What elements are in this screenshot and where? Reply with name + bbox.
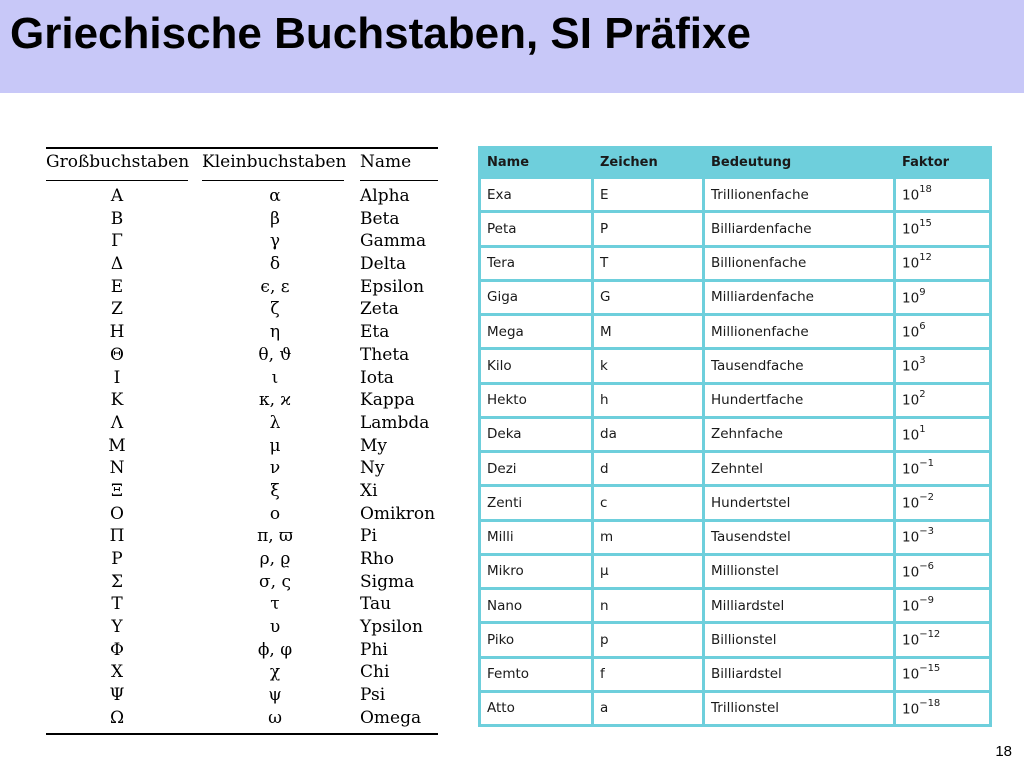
si-symbol: k (594, 350, 702, 381)
si-name: Mega (481, 316, 591, 347)
greek-name: Chi (360, 662, 390, 683)
si-name: Kilo (481, 350, 591, 381)
si-factor-base: 10 (902, 324, 920, 341)
si-factor-exponent: 15 (919, 218, 932, 230)
header-lowercase: Kleinbuchstaben (202, 152, 347, 172)
greek-row (46, 525, 438, 548)
si-factor-base: 10 (902, 461, 920, 478)
greek-row (46, 412, 438, 435)
si-row (481, 487, 989, 518)
greek-row (46, 503, 438, 526)
si-factor-exponent: −3 (919, 526, 934, 538)
greek-lowercase: γ (269, 231, 281, 252)
greek-lowercase: ι (271, 367, 279, 388)
si-factor-exponent: 9 (919, 286, 926, 298)
si-factor (896, 590, 989, 621)
greek-lowercase: ν (269, 458, 281, 479)
greek-uppercase: Ψ (109, 685, 125, 706)
greek-name: Zeta (360, 299, 399, 320)
greek-lowercase: ϵ, ε (260, 276, 290, 297)
si-name: Mikro (481, 556, 591, 587)
si-row (481, 556, 989, 587)
greek-uppercase: Ο (110, 503, 124, 524)
si-symbol: n (594, 590, 702, 621)
si-header-factor: Faktor (896, 149, 989, 176)
header-name: Name (360, 152, 412, 172)
si-symbol: f (594, 659, 702, 690)
table-bottom-rule (46, 733, 438, 735)
greek-name: Epsilon (360, 276, 425, 297)
greek-uppercase: Σ (110, 571, 124, 592)
si-factor-exponent: −6 (919, 560, 934, 572)
si-factor-exponent: −1 (919, 457, 934, 469)
greek-row (46, 185, 438, 208)
greek-name: Lambda (360, 412, 430, 433)
greek-lowercase: σ, ς (259, 571, 291, 592)
greek-name: Beta (360, 208, 400, 229)
si-factor (896, 659, 989, 690)
slide-title: Griechische Buchstaben, SI Präfixe (10, 9, 751, 58)
greek-lowercase: μ (269, 435, 281, 456)
si-factor-exponent: 1 (919, 423, 926, 435)
si-name: Hekto (481, 385, 591, 416)
si-symbol: E (594, 179, 702, 210)
greek-uppercase: Ν (109, 458, 125, 479)
si-factor-base: 10 (902, 427, 920, 444)
si-factor-exponent: −15 (919, 663, 941, 675)
greek-name: Omikron (360, 503, 436, 524)
si-factor-exponent: 3 (919, 355, 926, 367)
greek-lowercase: η (269, 322, 281, 343)
si-meaning: Hundertfache (705, 385, 893, 416)
greek-uppercase: Δ (110, 254, 124, 275)
si-header-row (481, 149, 989, 176)
si-meaning: Milliardenfache (705, 282, 893, 313)
si-row (481, 419, 989, 450)
greek-name: Delta (360, 254, 407, 275)
greek-uppercase: Η (109, 322, 125, 343)
greek-name: Xi (360, 480, 378, 501)
greek-uppercase: Ρ (111, 549, 123, 569)
greek-row (46, 321, 438, 344)
greek-row (46, 548, 438, 571)
si-meaning: Tausendstel (705, 522, 893, 553)
greek-lowercase: κ, ϰ (258, 390, 292, 411)
si-factor-base: 10 (902, 529, 920, 546)
greek-uppercase: Π (109, 526, 125, 547)
si-header-meaning: Bedeutung (705, 149, 893, 176)
si-factor (896, 453, 989, 484)
greek-uppercase: Λ (110, 412, 124, 433)
si-factor-base: 10 (902, 701, 920, 718)
si-name: Peta (481, 213, 591, 244)
greek-name: Ypsilon (360, 617, 423, 638)
greek-row (46, 208, 438, 231)
si-header-name: Name (481, 149, 591, 176)
greek-lowercase: β (270, 208, 280, 229)
greek-row (46, 616, 438, 639)
si-factor (896, 522, 989, 553)
si-factor-exponent: 18 (919, 183, 932, 195)
greek-uppercase: Ω (109, 707, 125, 728)
greek-uppercase: Α (110, 186, 124, 206)
si-symbol: d (594, 453, 702, 484)
si-name: Deka (481, 419, 591, 450)
greek-uppercase: Γ (111, 231, 123, 252)
si-meaning: Zehnfache (705, 419, 893, 450)
si-factor-exponent: 2 (919, 389, 926, 401)
si-factor (896, 693, 989, 724)
greek-row (46, 639, 438, 662)
si-prefix-table (478, 146, 992, 727)
greek-uppercase: Θ (110, 344, 124, 365)
greek-uppercase: Ε (110, 276, 124, 297)
si-factor (896, 487, 989, 518)
greek-lowercase: ο (269, 503, 281, 524)
greek-name: Phi (360, 639, 388, 660)
greek-row (46, 367, 438, 390)
si-name: Nano (481, 590, 591, 621)
si-row (481, 213, 989, 244)
si-factor (896, 316, 989, 347)
si-meaning: Zehntel (705, 453, 893, 484)
si-factor (896, 282, 989, 313)
si-meaning: Trillionenfache (705, 179, 893, 210)
si-row (481, 179, 989, 210)
si-factor (896, 350, 989, 381)
greek-name: Ny (360, 458, 385, 479)
greek-name: Rho (360, 549, 394, 569)
si-factor (896, 419, 989, 450)
greek-name: Theta (360, 344, 410, 365)
si-meaning: Billiardenfache (705, 213, 893, 244)
greek-lowercase: υ (269, 617, 281, 638)
si-meaning: Hundertstel (705, 487, 893, 518)
greek-uppercase: Κ (110, 390, 124, 411)
greek-uppercase: Φ (110, 639, 124, 660)
greek-row (46, 435, 438, 458)
si-name: Exa (481, 179, 591, 210)
greek-name: Kappa (360, 390, 415, 411)
greek-uppercase: Τ (111, 594, 123, 615)
si-factor-base: 10 (902, 632, 920, 649)
si-factor-base: 10 (902, 187, 920, 204)
greek-lowercase: ω (268, 707, 282, 728)
si-name: Atto (481, 693, 591, 724)
greek-name: My (360, 435, 388, 456)
greek-row (46, 253, 438, 276)
si-meaning: Millionstel (705, 556, 893, 587)
greek-lowercase: τ (270, 594, 280, 615)
greek-uppercase: Μ (108, 435, 126, 456)
greek-uppercase: Ι (113, 367, 121, 388)
si-factor-base: 10 (902, 358, 920, 375)
si-row (481, 248, 989, 279)
si-name: Dezi (481, 453, 591, 484)
si-row (481, 693, 989, 724)
si-meaning: Billionstel (705, 624, 893, 655)
si-symbol: a (594, 693, 702, 724)
greek-lowercase: ρ, ϱ (259, 549, 291, 569)
greek-lowercase: λ (269, 412, 281, 433)
greek-rows (46, 185, 438, 730)
si-row (481, 522, 989, 553)
si-symbol: m (594, 522, 702, 553)
si-name: Piko (481, 624, 591, 655)
si-factor-base: 10 (902, 221, 920, 238)
si-factor-exponent: 6 (919, 320, 926, 332)
si-meaning: Tausendfache (705, 350, 893, 381)
greek-lowercase: ϕ, φ (257, 639, 293, 660)
si-meaning: Trillionstel (705, 693, 893, 724)
header-uppercase: Großbuchstaben (46, 152, 190, 172)
si-factor (896, 179, 989, 210)
si-factor (896, 624, 989, 655)
si-row (481, 350, 989, 381)
si-factor-base: 10 (902, 666, 920, 683)
greek-row (46, 389, 438, 412)
si-factor-exponent: 12 (919, 252, 932, 264)
greek-lowercase: δ (269, 254, 281, 275)
si-row (481, 590, 989, 621)
greek-lowercase: ζ (270, 299, 280, 320)
greek-row (46, 457, 438, 480)
si-header-symbol: Zeichen (594, 149, 702, 176)
greek-name: Alpha (360, 186, 410, 206)
si-symbol: h (594, 385, 702, 416)
si-symbol: P (594, 213, 702, 244)
si-factor-base: 10 (902, 255, 920, 272)
si-factor-base: 10 (902, 290, 920, 307)
greek-row (46, 593, 438, 616)
si-factor (896, 213, 989, 244)
greek-name: Iota (360, 367, 394, 388)
si-name: Giga (481, 282, 591, 313)
si-name: Tera (481, 248, 591, 279)
title-bar (0, 0, 1024, 93)
greek-lowercase: θ, ϑ (258, 344, 292, 365)
greek-name: Psi (360, 685, 386, 706)
table-top-rule (46, 147, 438, 149)
greek-name: Omega (360, 707, 422, 728)
greek-row (46, 571, 438, 594)
greek-lowercase: α (269, 186, 281, 206)
si-row (481, 453, 989, 484)
greek-uppercase: Υ (111, 617, 123, 638)
greek-lowercase: ψ (268, 685, 282, 706)
si-meaning: Billionenfache (705, 248, 893, 279)
si-name: Femto (481, 659, 591, 690)
si-row (481, 385, 989, 416)
si-factor-base: 10 (902, 495, 920, 512)
greek-name: Pi (360, 526, 377, 547)
greek-uppercase: Ζ (111, 299, 123, 320)
header-rule-lowercase (202, 180, 344, 181)
si-factor-exponent: −18 (919, 697, 941, 709)
greek-lowercase: ξ (270, 480, 280, 501)
si-row (481, 316, 989, 347)
greek-row (46, 230, 438, 253)
header-rule-name (360, 180, 438, 181)
si-row (481, 282, 989, 313)
greek-name: Gamma (360, 231, 427, 252)
si-row (481, 624, 989, 655)
si-factor (896, 248, 989, 279)
si-meaning: Millionenfache (705, 316, 893, 347)
si-symbol: M (594, 316, 702, 347)
si-factor (896, 556, 989, 587)
si-rows (481, 179, 989, 724)
greek-uppercase: Β (110, 208, 124, 229)
si-factor-exponent: −12 (919, 629, 941, 641)
si-symbol: p (594, 624, 702, 655)
si-factor-exponent: −2 (919, 492, 934, 504)
si-factor-base: 10 (902, 598, 920, 615)
header-rule-uppercase (46, 180, 188, 181)
si-row (481, 659, 989, 690)
si-meaning: Billiardstel (705, 659, 893, 690)
greek-row (46, 344, 438, 367)
greek-lowercase: χ (269, 662, 281, 683)
greek-row (46, 684, 438, 707)
si-factor-base: 10 (902, 392, 920, 409)
si-symbol: μ (594, 556, 702, 587)
greek-uppercase: Χ (110, 662, 124, 683)
greek-name: Tau (360, 594, 392, 615)
si-name: Zenti (481, 487, 591, 518)
si-symbol: c (594, 487, 702, 518)
page-number: 18 (995, 743, 1012, 760)
si-meaning: Milliardstel (705, 590, 893, 621)
greek-row (46, 661, 438, 684)
si-factor-exponent: −9 (919, 594, 934, 606)
greek-lowercase: π, ϖ (257, 526, 293, 547)
si-symbol: G (594, 282, 702, 313)
greek-name: Sigma (360, 571, 415, 592)
greek-row (46, 480, 438, 503)
greek-name: Eta (360, 322, 390, 343)
si-name: Milli (481, 522, 591, 553)
greek-row (46, 298, 438, 321)
greek-row (46, 707, 438, 730)
si-symbol: T (594, 248, 702, 279)
greek-row (46, 276, 438, 299)
si-factor-base: 10 (902, 564, 920, 581)
si-factor (896, 385, 989, 416)
si-symbol: da (594, 419, 702, 450)
greek-uppercase: Ξ (111, 480, 123, 501)
